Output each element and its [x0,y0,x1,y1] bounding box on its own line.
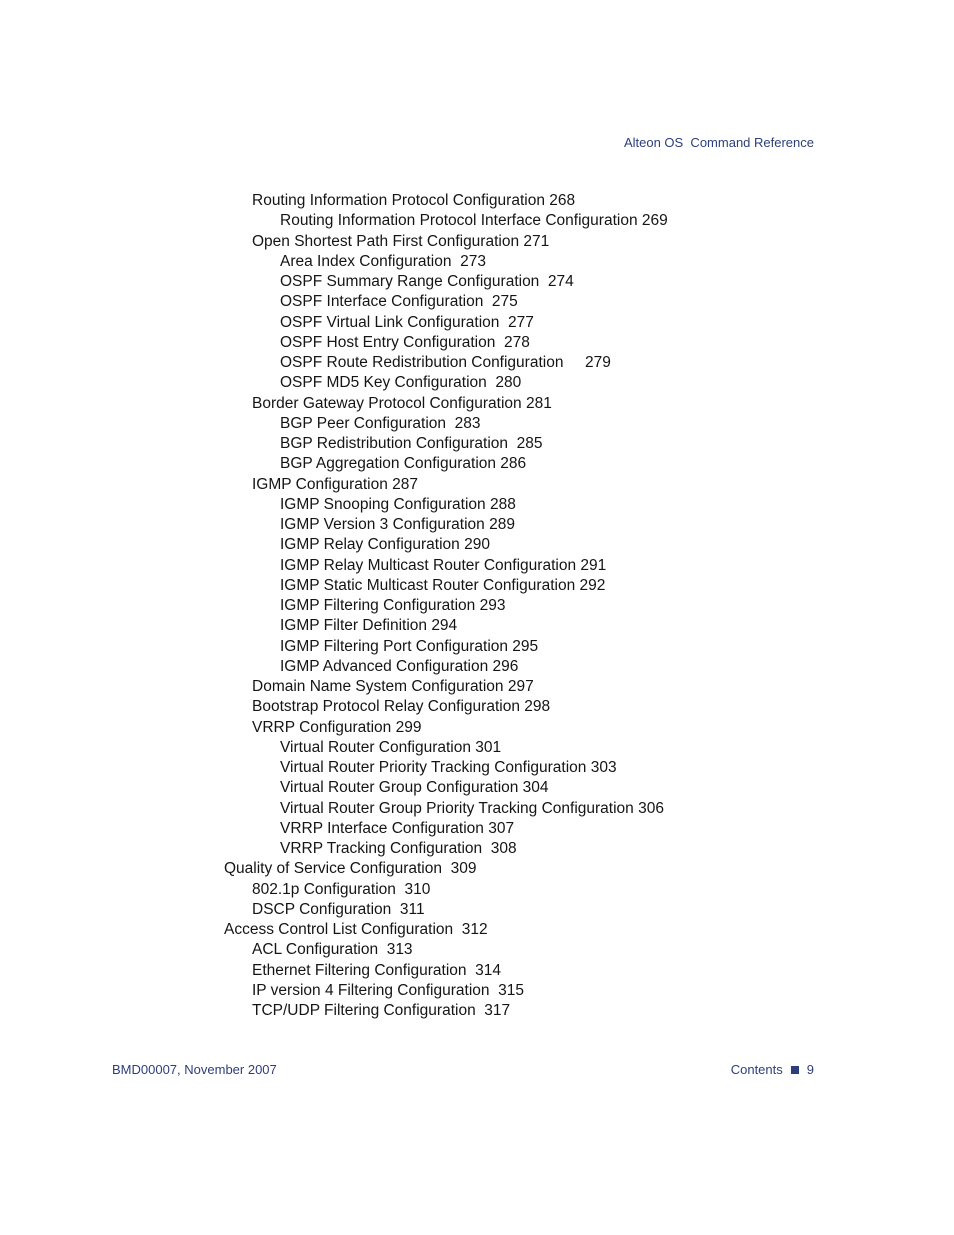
toc-entry[interactable]: Routing Information Protocol Configuration 268 [252,192,576,209]
toc-entry[interactable]: BGP Peer Configuration 283 [280,414,481,432]
toc-entry[interactable]: IGMP Relay Configuration 290 [280,536,490,554]
toc-entry[interactable]: IP version 4 Filtering Configuration 315 [252,981,524,999]
toc-entry[interactable]: Open Shortest Path First Configuration 271 [252,232,550,250]
toc-entry[interactable]: IGMP Relay Multicast Router Configuration 291 [280,556,607,574]
toc-entry[interactable]: IGMP Filtering Configuration 293 [280,597,506,614]
footer-section: Contents [730,1062,783,1077]
toc-entry[interactable]: Area Index Configuration 273 [280,252,486,270]
toc-entry[interactable]: IGMP Advanced Configuration 296 [280,657,519,675]
toc-entry[interactable]: IGMP Filtering Port Configuration 295 [280,637,539,655]
footer-page-number: 9 [806,1062,814,1077]
toc-entry[interactable]: Virtual Router Configuration 301 [280,738,502,756]
square-bullet-icon [791,1066,799,1074]
toc-entry[interactable]: Border Gateway Protocol Configuration 281 [252,394,552,412]
toc-entry[interactable]: IGMP Static Multicast Router Configuration 292 [280,576,606,594]
toc-entry[interactable]: OSPF Virtual Link Configuration 277 [280,313,534,331]
running-header: Alteon OS Command Reference [623,135,814,150]
footer-page-info [731,1062,814,1077]
toc-entry[interactable]: TCP/UDP Filtering Configuration 317 [252,1002,511,1019]
toc-entry[interactable]: Bootstrap Protocol Relay Configuration 298 [252,698,551,716]
toc-entry[interactable]: IGMP Snooping Configuration 288 [280,495,516,513]
toc-entry[interactable]: OSPF Route Redistribution Configuration 279 [280,354,611,371]
toc-entry[interactable]: IGMP Version 3 Configuration 289 [280,516,515,533]
toc-entry[interactable]: DSCP Configuration 311 [252,900,425,918]
toc-entry[interactable]: IGMP Filter Definition 294 [280,617,458,635]
toc-entry[interactable]: Virtual Router Group Configuration 304 [280,779,549,797]
toc-entry[interactable]: Ethernet Filtering Configuration 314 [252,961,502,979]
toc-entry[interactable]: Access Control List Configuration 312 [224,921,488,938]
toc-entry[interactable]: BGP Aggregation Configuration 286 [280,455,527,473]
toc-entry[interactable]: IGMP Configuration 287 [252,475,419,493]
toc-entry[interactable]: VRRP Tracking Configuration 308 [280,840,517,857]
toc-entry[interactable]: ACL Configuration 313 [252,941,413,959]
toc-entry[interactable]: BGP Redistribution Configuration 285 [280,435,543,452]
toc-entry[interactable]: OSPF Interface Configuration 275 [280,293,518,311]
toc-entry[interactable]: OSPF Host Entry Configuration 278 [280,333,530,351]
toc-entry[interactable]: 802.1p Configuration 310 [252,880,431,898]
toc-entry[interactable]: Domain Name System Configuration 297 [252,678,534,695]
toc-entry[interactable]: Routing Information Protocol Interface Configuration 269 [280,212,668,230]
toc-entry[interactable]: OSPF MD5 Key Configuration 280 [280,374,522,392]
footer-doc-id: BMD00007, November 2007 [112,1062,277,1077]
toc-entry[interactable]: Virtual Router Priority Tracking Configuration 303 [280,759,617,776]
toc-entry[interactable]: VRRP Configuration 299 [252,718,422,736]
toc-entry[interactable]: VRRP Interface Configuration 307 [280,819,515,837]
table-of-contents [224,191,864,1021]
page-footer [112,1062,814,1077]
toc-entry[interactable]: OSPF Summary Range Configuration 274 [280,273,574,290]
toc-entry[interactable]: Quality of Service Configuration 309 [224,860,477,878]
toc-entry[interactable]: Virtual Router Group Priority Tracking Configuration 306 [280,799,664,817]
